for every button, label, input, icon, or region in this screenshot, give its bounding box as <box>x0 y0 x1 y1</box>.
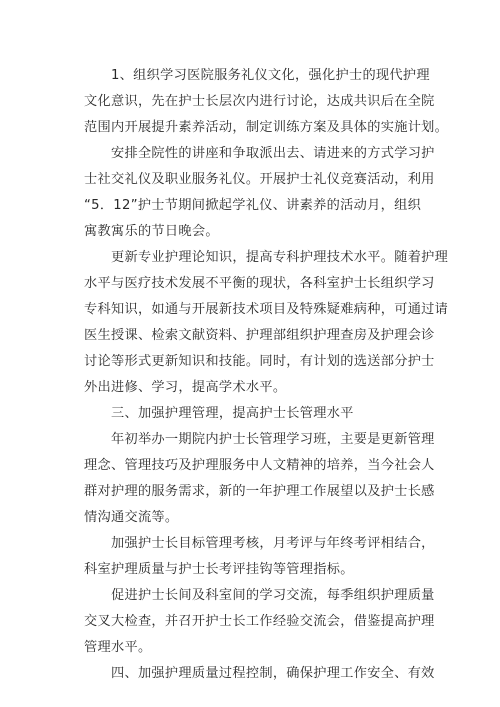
section-heading: 四、加强护理质量过程控制，确保护理工作安全、有效 <box>84 666 435 681</box>
text-line: 专科知识，如通与开展新技术项目及特殊疑难病种，可通过请 <box>84 302 449 317</box>
text-line: 理念、管理技巧及护理服务中人文精神的培养，当今社会人 <box>84 458 435 473</box>
text-line: 寓教寓乐的节日晚会。 <box>84 224 219 239</box>
text-line: 范围内开展提升素养活动，制定训练方案及具体的实施计划。 <box>84 120 449 135</box>
text-line: 群对护理的服务需求，新的一年护理工作展望以及护士长感 <box>84 484 435 499</box>
text-line: 管理水平。 <box>84 640 152 655</box>
text-line: 科室护理质量与护士长考评挂钩等管理指标。 <box>84 562 354 577</box>
text-line: 士社交礼仪及职业服务礼仪。开展护士礼仪竞赛活动，利用 <box>84 172 435 187</box>
section-heading: 三、加强护理管理，提高护士长管理水平 <box>84 406 354 421</box>
text-line: 文化意识，先在护士长层次内进行讨论，达成共识后在全院 <box>84 94 435 109</box>
text-line: 情沟通交流等。 <box>84 510 179 525</box>
text-line: 1、组织学习医院服务礼仪文化，强化护士的现代护理 <box>84 68 430 83</box>
text-line: 交叉大检查，并召开护士长工作经验交流会，借鉴提高护理 <box>84 614 435 629</box>
text-line: 更新专业护理论知识，提高专科护理技术水平。随着护理 <box>84 250 449 265</box>
text-line: 水平与医疗技术发展不平衡的现状，各科室护士长组织学习 <box>84 276 435 291</box>
text-line: 安排全院性的讲座和争取派出去、请进来的方式学习护 <box>84 146 435 161</box>
text-line: “5．12”护士节期间掀起学礼仪、讲素养的活动月，组织 <box>84 198 422 213</box>
text-line: 外出进修、学习，提高学术水平。 <box>84 380 287 395</box>
text-line: 促进护士长间及科室间的学习交流，每季组织护理质量 <box>84 588 435 603</box>
text-line: 讨论等形式更新知识和技能。同时，有计划的选送部分护士 <box>84 354 435 369</box>
text-line: 医生授课、检索文献资料、护理部组织护理查房及护理会诊 <box>84 328 435 343</box>
text-line: 加强护士长目标管理考核，月考评与年终考评相结合， <box>84 536 435 551</box>
text-line: 年初举办一期院内护士长管理学习班，主要是更新管理 <box>84 432 435 447</box>
